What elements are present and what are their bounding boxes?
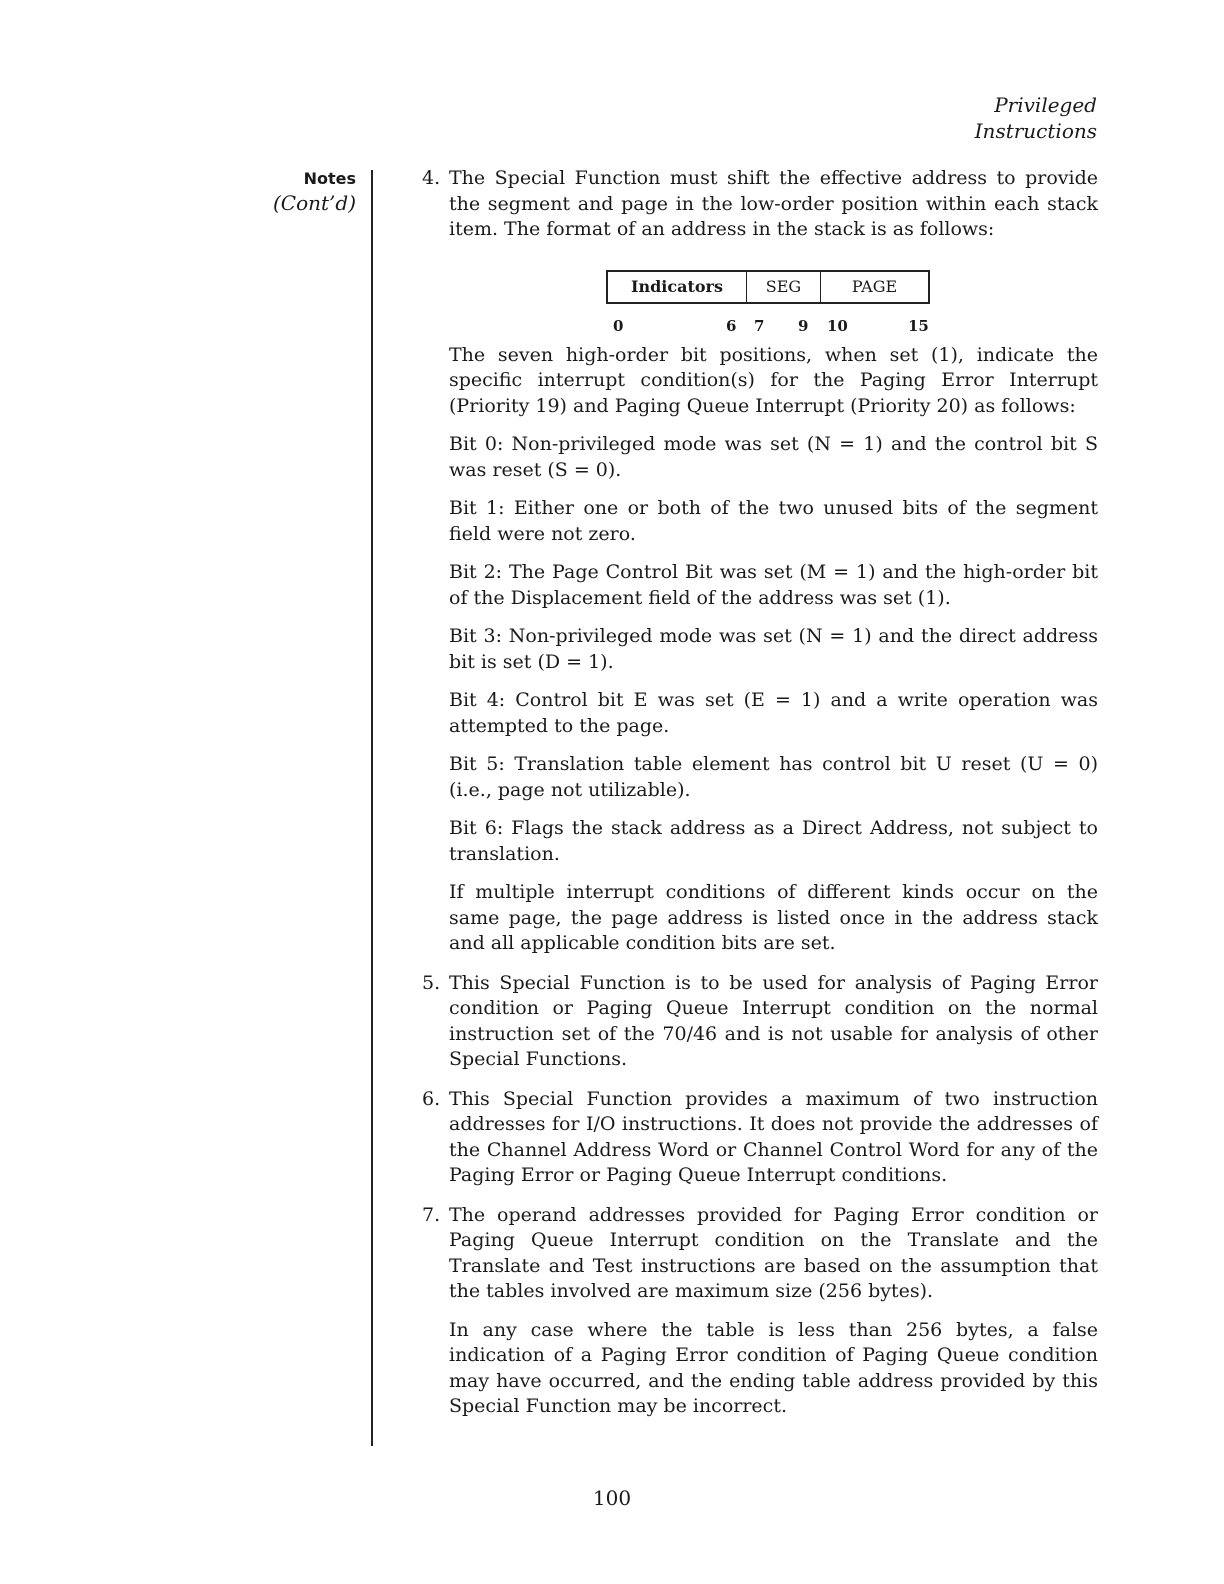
sub-paragraph: In any case where the table is less than 256 bytes, a false indication of a Paging Error condition of Paging Queue condition may have occurred, and the ending table address provided by this Special Function may be incorrect. [449,1318,1098,1417]
field-seg: SEG [747,272,821,302]
note-item-4 [422,166,1098,957]
bit-description: Bit 0: Non-privileged mode was set (N = 1) and the control bit S was reset (S = 0). [449,433,1098,481]
field-indicators: Indicators [608,272,747,302]
note-item-5 [422,971,1098,1073]
note-item-6 [422,1087,1098,1189]
item-text: The operand addresses provided for Paging Error condition or Paging Queue Interrupt condition on the Translate and the Translate and Test instructions are based on the assumption that the tables involved are maximum size (256 bytes). [449,1203,1098,1302]
item-text: The Special Function must shift the effective address to provide the segment and page in the low-order position within each stack item. The format of an address in the stack is as follows: [449,167,1098,240]
margin-rule [371,170,373,1446]
address-format-diagram [449,243,1125,343]
running-header [797,92,1097,144]
item-text: This Special Function provides a maximum of two instruction addresses for I/O instructions. It does not provide the addresses of the Channel Address Word or Channel Control Word for any of the Paging Error or Paging Queue Interrupt conditions. [449,1087,1098,1186]
item-number: 7. [422,1203,441,1226]
contd-label: (Cont’d) [272,191,356,215]
bit-label: 15 [908,316,929,335]
bit-label: 0 [613,316,624,335]
notes-heading: Notes [303,169,356,188]
item-number: 6. [422,1087,441,1110]
page-number: 100 [592,1486,632,1510]
bit-label: 6 [726,316,737,335]
sub-paragraph: If multiple interrupt conditions of different kinds occur on the same page, the page address is listed once in the address stack and all applicable condition bits are set. [449,881,1098,954]
bit-description: Bit 1: Either one or both of the two unused bits of the segment field were not zero. [449,497,1098,545]
side-notes-label [240,168,356,216]
bit-description: Bit 2: The Page Control Bit was set (M = 1) and the high-order bit of the Displacement field of the address was set (1). [449,561,1098,609]
note-item-7 [422,1203,1098,1420]
item-number: 5. [422,971,441,994]
bit-label: 10 [827,316,848,335]
bit-description: Bit 5: Translation table element has control bit U reset (U = 0) (i.e., page not utilizable). [449,753,1098,801]
bit-label: 9 [798,316,809,335]
bit-description: Bit 3: Non-privileged mode was set (N = 1) and the direct address bit is set (D = 1). [449,625,1098,673]
header-line-2: Instructions [974,119,1097,143]
item-text: This Special Function is to be used for analysis of Paging Error condition or Paging Queue Interrupt condition on the normal instruction set of the 70/46 and is not usable for analysis of other Special Functions. [449,971,1098,1070]
field-page: PAGE [851,276,898,296]
bit-description: Bit 6: Flags the stack address as a Direct Address, not subject to translation. [449,817,1098,865]
bit-label: 7 [754,316,765,335]
header-line-1: Privileged [994,93,1097,117]
bit-description: Bit 4: Control bit E was set (E = 1) and a write operation was attempted to the page. [449,689,1098,737]
register-box [606,270,930,304]
sub-paragraph: The seven high-order bit positions, when set (1), indicate the specific interrupt condition(s) for the Paging Error Interrupt (Priority 19) and Paging Queue Interrupt (Priority 20) as follows: [449,343,1098,417]
item-number: 4. [422,167,441,189]
notes-content [422,166,1098,1434]
